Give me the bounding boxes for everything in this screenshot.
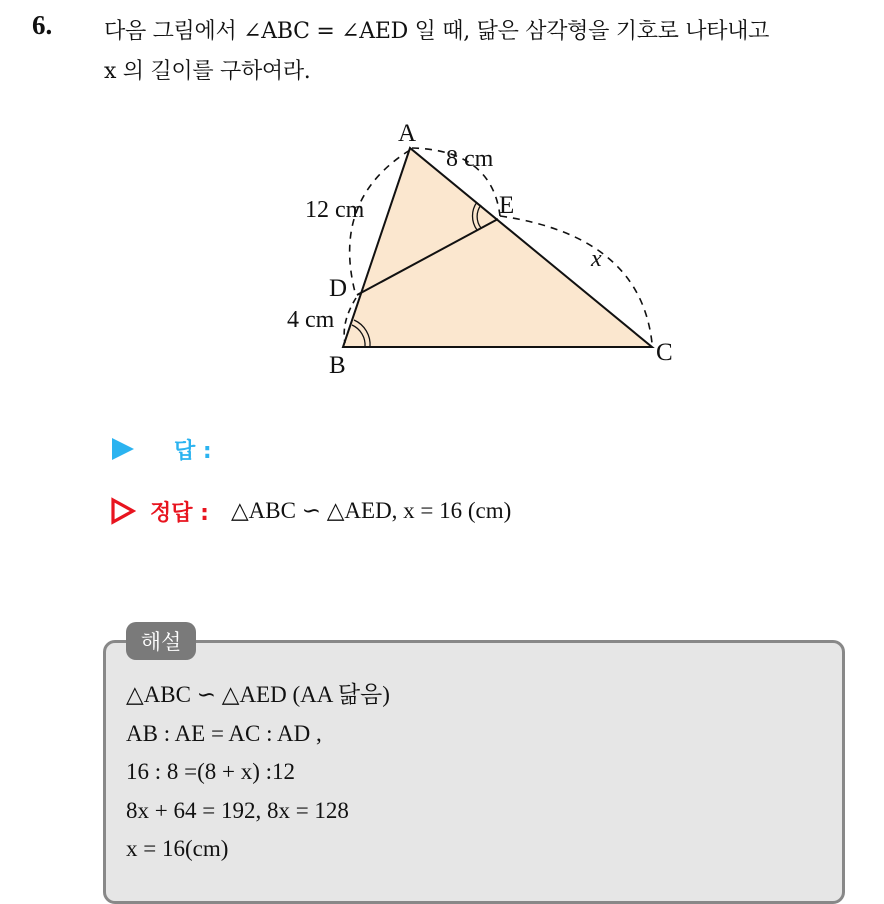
correct-arrow-icon xyxy=(110,497,136,525)
question-line-2: x 의 길이를 구하여라. xyxy=(104,59,311,84)
solution-lines xyxy=(126,676,390,869)
vertex-label-b: B xyxy=(329,352,346,379)
correct-answer-label: 정답 : xyxy=(150,500,209,526)
correct-answer-row xyxy=(110,494,511,528)
solution-line: 8x + 64 = 192, 8x = 128 xyxy=(126,797,349,823)
length-label-ad: 12 cm xyxy=(305,197,365,223)
vertex-label-c: C xyxy=(656,339,673,366)
vertex-label-d: D xyxy=(329,275,348,302)
solution-line: 16 : 8 =(8 + x) :12 xyxy=(126,759,296,784)
question-number: 6. xyxy=(32,10,53,40)
question-line-1: 다음 그림에서 ∠ABC = ∠AED 일 때, 닮은 삼각형을 기호로 나타내고 xyxy=(104,19,770,44)
solution-line: △ABC ∽ △AED (AA 닮음) xyxy=(126,682,390,707)
vertex-label-e: E xyxy=(499,192,515,219)
length-label-db: 4 cm xyxy=(287,307,335,333)
correct-answer-value: △ABC ∽ △AED, x = 16 (cm) xyxy=(230,498,512,523)
triangle-abc xyxy=(343,148,652,347)
length-label-ec: x xyxy=(591,246,602,272)
length-label-ae: 8 cm xyxy=(446,146,494,172)
answer-row xyxy=(110,432,234,466)
question-text xyxy=(104,12,874,92)
triangle-figure xyxy=(270,112,690,382)
solution-line: AB : AE = AC : AD , xyxy=(126,720,322,746)
answer-label: 답 : xyxy=(174,438,212,464)
vertex-label-a: A xyxy=(398,120,417,147)
solution-tab: 해설 xyxy=(126,622,196,660)
solution-line: x = 16(cm) xyxy=(126,836,229,861)
answer-arrow-icon xyxy=(110,436,136,462)
